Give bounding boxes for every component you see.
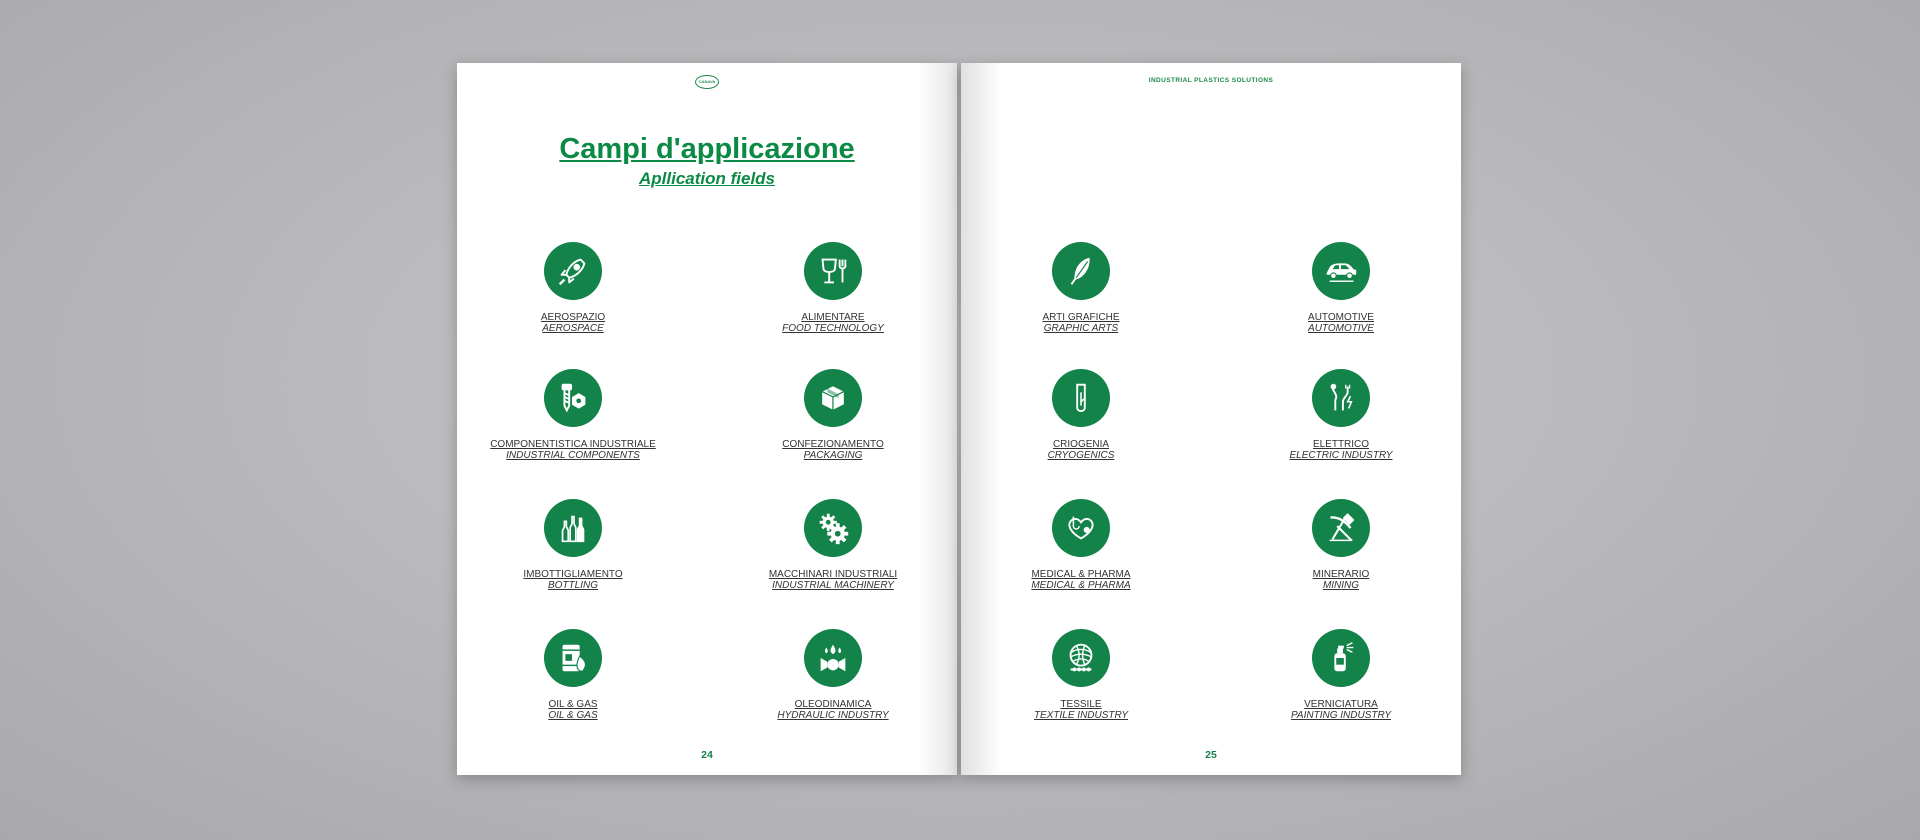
field-label-en: HYDRAULIC INDUSTRY: [777, 710, 889, 721]
field-label-en: AUTOMOTIVE: [1308, 323, 1374, 334]
field-label-it: MEDICAL & PHARMA: [1031, 569, 1131, 580]
field-label-en: INDUSTRIAL COMPONENTS: [506, 450, 640, 461]
right-page: [961, 63, 1461, 775]
field-label-en: INDUSTRIAL MACHINERY: [772, 580, 894, 591]
field-label-en: MEDICAL & PHARMA: [1031, 580, 1131, 591]
field-label-it: ELETTRICO: [1312, 439, 1370, 450]
yarn-ball-icon: [1052, 629, 1110, 687]
field-label-it: TESSILE: [1060, 699, 1102, 710]
field-graphic-arts: [971, 242, 1191, 334]
field-mining: [1231, 499, 1451, 591]
field-label-en: ELECTRIC INDUSTRY: [1289, 450, 1393, 461]
field-hydraulic-industry: [723, 629, 943, 721]
field-label-it: MACCHINARI INDUSTRIALI: [768, 569, 898, 580]
field-medical-pharma: [971, 499, 1191, 591]
feather-icon: [1052, 242, 1110, 300]
field-electric-industry: [1231, 369, 1451, 461]
test-tube-icon: [1052, 369, 1110, 427]
field-label-it: AUTOMOTIVE: [1308, 312, 1374, 323]
field-packaging: [723, 369, 943, 461]
field-label-it: COMPONENTISTICA INDUSTRIALE: [490, 439, 656, 450]
rocket-icon: [544, 242, 602, 300]
field-label-en: FOOD TECHNOLOGY: [782, 323, 884, 334]
field-industrial-components: [463, 369, 683, 461]
field-label-it: IMBOTTIGLIAMENTO: [523, 569, 623, 580]
pickaxe-hammer-icon: [1312, 499, 1370, 557]
page-subtitle: Apllication fields: [638, 169, 776, 188]
page-number: 24: [701, 749, 713, 761]
field-cryogenics: [971, 369, 1191, 461]
gears-icon: [804, 499, 862, 557]
brand-logo: CANAVA: [695, 75, 719, 89]
field-label-it: OLEODINAMICA: [794, 699, 872, 710]
field-label-en: TEXTILE INDUSTRY: [1033, 710, 1129, 721]
field-label-en: GRAPHIC ARTS: [1043, 323, 1119, 334]
field-textile-industry: [971, 629, 1191, 721]
spray-can-icon: [1312, 629, 1370, 687]
drops-valve-icon: [804, 629, 862, 687]
left-page: [457, 63, 957, 775]
field-food-technology: [723, 242, 943, 334]
field-label-it: CONFEZIONAMENTO: [782, 439, 884, 450]
field-painting-industry: [1231, 629, 1451, 721]
field-label-en: PACKAGING: [803, 450, 863, 461]
field-label-it: ARTI GRAFICHE: [1042, 312, 1120, 323]
bottles-icon: [544, 499, 602, 557]
screw-nut-icon: [544, 369, 602, 427]
field-label-en: BOTTLING: [547, 580, 598, 591]
field-aerospace: [463, 242, 683, 334]
field-label-en: CRYOGENICS: [1047, 450, 1115, 461]
field-label-it: AEROSPAZIO: [540, 312, 606, 323]
field-automotive: [1231, 242, 1451, 334]
page-number: 25: [1205, 749, 1217, 761]
field-label-en: OIL & GAS: [548, 710, 598, 721]
field-oil-gas: [463, 629, 683, 721]
field-label-it: MINERARIO: [1312, 569, 1370, 580]
field-label-it: ALIMENTARE: [801, 312, 865, 323]
field-label-it: OIL & GAS: [548, 699, 598, 710]
field-label-it: CRIOGENIA: [1052, 439, 1110, 450]
field-label-en: AEROSPACE: [542, 323, 604, 334]
field-bottling: [463, 499, 683, 591]
field-label-it: VERNICIATURA: [1304, 699, 1378, 710]
box-icon: [804, 369, 862, 427]
field-label-en: PAINTING INDUSTRY: [1290, 710, 1391, 721]
cables-icon: [1312, 369, 1370, 427]
heart-stethoscope-icon: [1052, 499, 1110, 557]
page-header: INDUSTRIAL PLASTICS SOLUTIONS: [1148, 77, 1274, 84]
barrel-flame-icon: [544, 629, 602, 687]
glass-fork-icon: [804, 242, 862, 300]
page-title: Campi d'applicazione: [559, 133, 855, 165]
car-icon: [1312, 242, 1370, 300]
field-label-en: MINING: [1322, 580, 1360, 591]
field-industrial-machinery: [723, 499, 943, 591]
